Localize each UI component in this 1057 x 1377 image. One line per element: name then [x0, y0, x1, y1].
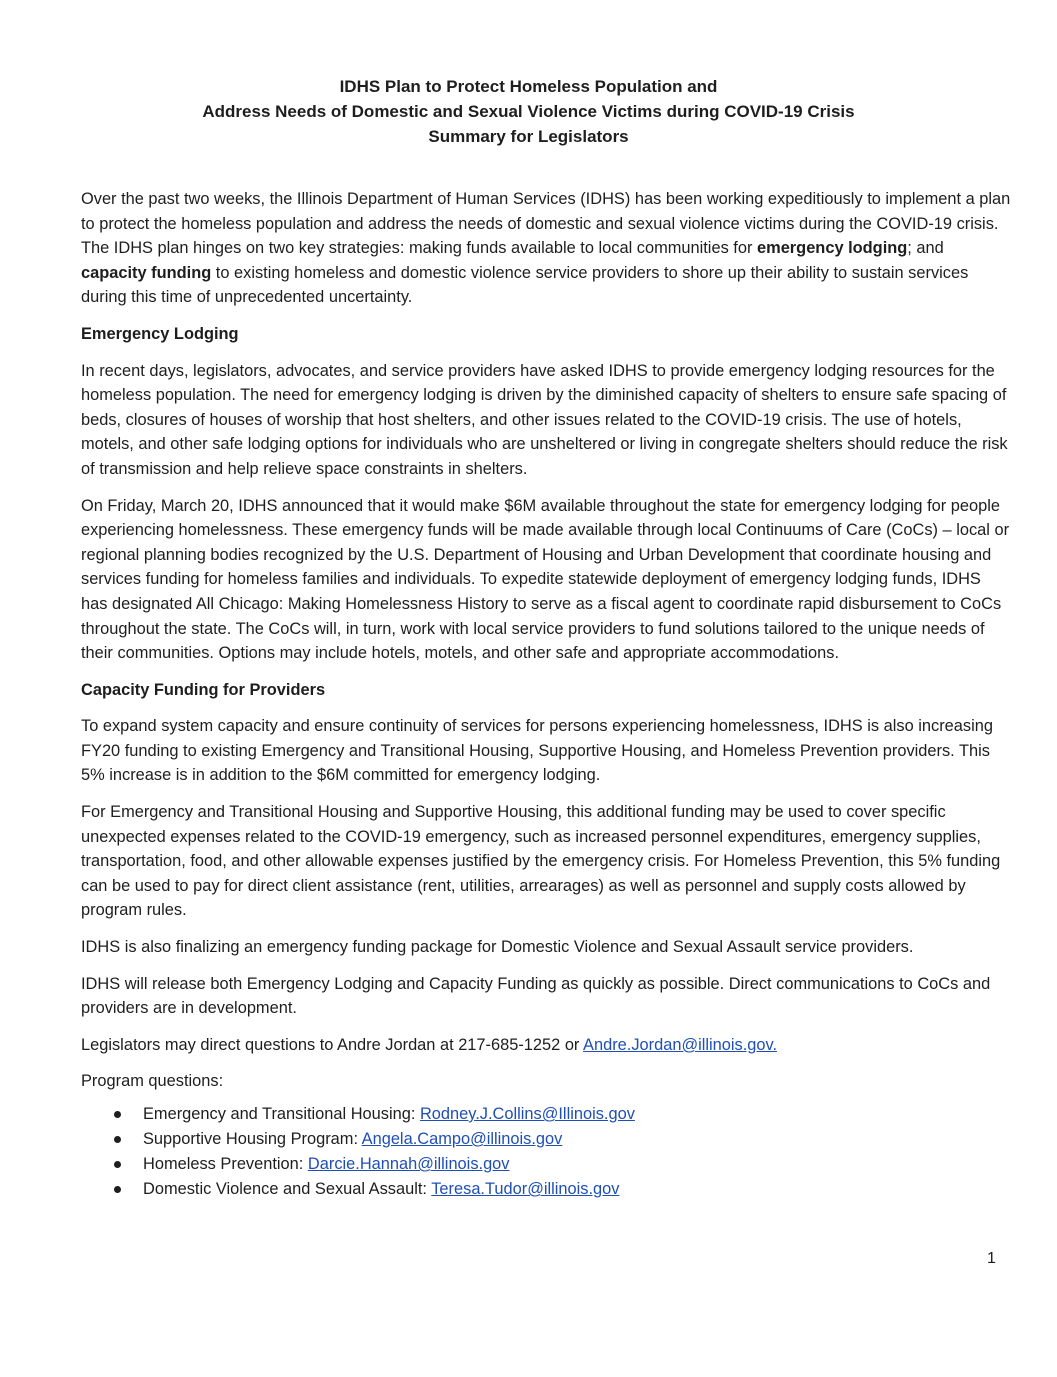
list-item	[81, 1152, 1011, 1177]
bullet-icon	[114, 1136, 121, 1143]
legislator-contact-paragraph	[81, 1033, 1011, 1058]
list-item	[81, 1102, 1011, 1127]
contact-label: Homeless Prevention:	[143, 1155, 308, 1173]
bullet-icon	[114, 1161, 121, 1168]
intro-paragraph	[81, 187, 1011, 310]
page-number: 1	[987, 1250, 996, 1267]
title-line-1: IDHS Plan to Protect Homeless Population and	[339, 77, 718, 96]
capacity-funding-paragraph-2: For Emergency and Transitional Housing and Supportive Housing, this additional funding may be used to cover specific unexpected expenses related to the COVID-19 emergency, such as increased personnel expenditures, emergency supplies, transportation, food, and other allowable expenses justified by the emergency crisis. For Homeless Prevention, this 5% funding can be used to pay for direct client assistance (rent, utilities, arrearages) as well as personnel and supply costs allowed by program rules.	[81, 803, 1001, 920]
contact-email-link[interactable]: Teresa.Tudor@illinois.gov	[431, 1180, 620, 1198]
list-item	[81, 1127, 1011, 1152]
program-contacts-list	[81, 1102, 1011, 1202]
contact-label: Supportive Housing Program:	[143, 1130, 362, 1148]
intro-text-start: Over the past two weeks, the Illinois Department of Human Services (IDHS) has been working expeditiously to implement a plan to protect the homeless population and address the needs of domestic and sexual violence victims during the COVID-19 crisis. The IDHS plan hinges on two key strategies: making funds available to local communities for	[81, 190, 1011, 258]
capacity-funding-paragraph-3: IDHS is also finalizing an emergency funding package for Domestic Violence and Sexual Assault service providers.	[81, 938, 914, 957]
program-questions-label: Program questions:	[81, 1072, 224, 1091]
intro-bold-capacity-funding: capacity funding	[81, 263, 212, 282]
capacity-funding-heading: Capacity Funding for Providers	[81, 680, 326, 699]
list-item	[81, 1177, 1011, 1202]
document-title	[0, 74, 1057, 149]
emergency-lodging-heading: Emergency Lodging	[81, 324, 239, 343]
title-line-3: Summary for Legislators	[428, 127, 629, 146]
intro-bold-emergency-lodging: emergency lodging	[757, 239, 908, 258]
document-body	[81, 187, 1011, 1202]
contact-label: Emergency and Transitional Housing:	[143, 1105, 420, 1123]
legislator-contact-text: Legislators may direct questions to Andre Jordan at 217-685-1252 or	[81, 1035, 584, 1054]
emergency-lodging-paragraph-1: In recent days, legislators, advocates, and service providers have asked IDHS to provide emergency lodging resources for the homeless population. The need for emergency lodging is driven by the diminished capacity of shelters to ensure safe spacing of beds, closures of houses of worship that host shelters, and other issues related to the COVID-19 crisis. The use of hotels, motels, and other safe lodging options for individuals who are unsheltered or living in congregate shelters should reduce the risk of transmission and help relieve space constraints in shelters.	[81, 361, 1008, 478]
title-line-2: Address Needs of Domestic and Sexual Violence Victims during COVID-19 Crisis	[202, 102, 855, 121]
bullet-icon	[114, 1111, 121, 1118]
contact-label: Domestic Violence and Sexual Assault:	[143, 1180, 432, 1198]
capacity-funding-paragraph-4: IDHS will release both Emergency Lodging and Capacity Funding as quickly as possible. Direct communications to CoCs and providers are in development.	[81, 974, 991, 1018]
legislator-contact-email-link[interactable]: Andre.Jordan@illinois.gov.	[583, 1035, 778, 1054]
contact-email-link[interactable]: Darcie.Hannah@illinois.gov	[307, 1155, 510, 1173]
bullet-icon	[114, 1186, 121, 1193]
capacity-funding-paragraph-1: To expand system capacity and ensure continuity of services for persons experiencing homelessness, IDHS is also increasing FY20 funding to existing Emergency and Transitional Housing, Supportive Housing, and Homeless Prevention providers. This 5% increase is in addition to the $6M committed for emergency lodging.	[81, 717, 993, 785]
emergency-lodging-paragraph-2: On Friday, March 20, IDHS announced that it would make $6M available throughout the state for emergency lodging for people experiencing homelessness. These emergency funds will be made available through local Continuums of Care (CoCs) – local or regional planning bodies recognized by the U.S. Department of Housing and Urban Development that coordinate housing and services funding for homeless families and individuals. To expedite statewide deployment of emergency lodging funds, IDHS has designated All Chicago: Making Homelessness History to serve as a fiscal agent to coordinate rapid disbursement to CoCs throughout the state. The CoCs will, in turn, work with local service providers to fund solutions tailored to the unique needs of their communities. Options may include hotels, motels, and other safe and appropriate accommodations.	[81, 496, 1010, 663]
intro-text-mid: ; and	[907, 239, 944, 258]
contact-email-link[interactable]: Rodney.J.Collins@Illinois.gov	[419, 1105, 635, 1123]
intro-text-end: to existing homeless and domestic violence service providers to shore up their ability to sustain services during this time of unprecedented uncertainty.	[81, 263, 969, 307]
contact-email-link[interactable]: Angela.Campo@illinois.gov	[361, 1130, 563, 1148]
